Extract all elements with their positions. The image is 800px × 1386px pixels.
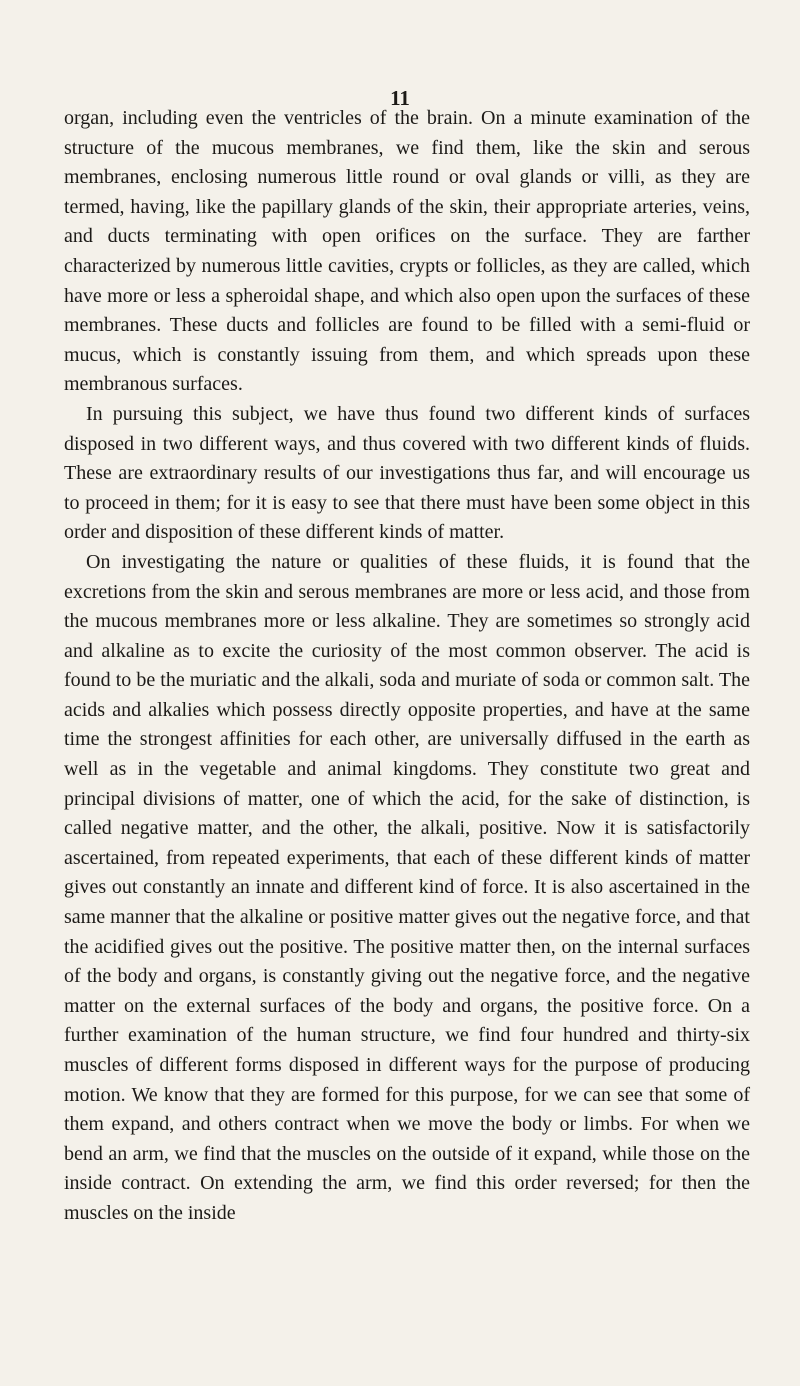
paragraph-2: In pursuing this subject, we have thus found two different kinds of surfaces disposed in two different ways, and thus covered with two different kinds of fluids. These are extraordinary results of our investigations thus far, and will encourage us to proceed in them; for it is easy to see that there must have been some object in this order and disposition of these different kinds of matter.: [64, 402, 750, 544]
paragraph-3: On investigating the nature or qualities of these fluids, it is found that the excretions from the skin and serous membranes are more or less acid, and those from the mucous membranes more or less alkaline. They are sometimes so strongly acid and alkaline as to excite the curiosity of the most common observer. The acid is found to be the muriatic and the alkali, soda and muriate of soda or common salt. The acids and alkalies which possess directly opposite properties, and have at the same time the strongest affinities for each other, are universally diffused in the earth as well as in the vegetable and animal kingdoms. They constitute two great and principal divisions of matter, one of which the acid, for the sake of distinction, is called negative matter, and the other, the alkali, positive. Now it is satisfactorily ascertained, from repeated experiments, that each of these different kinds of matter gives out constantly an innate and different kind of force. It is also ascertained in the same manner that the alkaline or positive matter gives out the negative force, and that the acidified gives out the positive. The positive matter then, on the internal surfaces of the body and organs, is constantly giving out the negative force, and the negative matter on the external surfaces of the body and organs, the positive force. On a further examination of the human structure, we find four hundred and thirty-six muscles of different forms disposed in different ways for the purpose of producing motion. We know that they are formed for this purpose, for we can see that some of them expand, and others contract when we move the body or limbs. For when we bend an arm, we find that the muscles on the outside of it expand, while those on the inside contract. On extending the arm, we find this order reversed; for then the muscles on the inside: [64, 550, 750, 1224]
paragraph-1: organ, including even the ventricles of the brain. On a minute examination of the structure of the mucous membranes, we find them, like the skin and serous membranes, enclosing numerous little round or oval glands or villi, as they are termed, having, like the papillary glands of the skin, their appropriate arteries, veins, and ducts terminating with open orifices on the surface. They are farther characterized by numerous little cavities, crypts or follicles, as they are called, which have more or less a spheroidal shape, and which also open upon the surfaces of these membranes. These ducts and follicles are found to be filled with a semi-fluid or mucus, which is constantly issuing from them, and which spreads upon these membranous surfaces.: [64, 107, 750, 396]
page-number: 11: [390, 86, 410, 110]
body-text: [64, 104, 750, 1229]
